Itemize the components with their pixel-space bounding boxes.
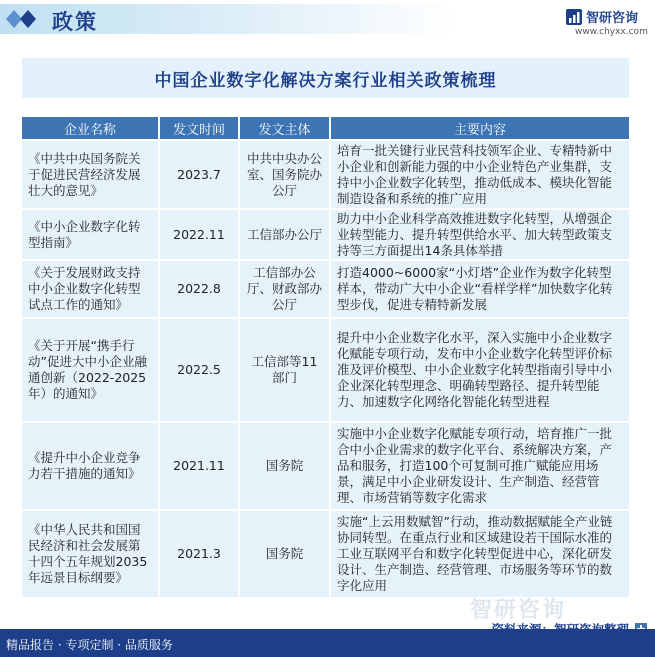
policy-issuer: 工信部办公厅、财政部办公厅 [240, 261, 331, 317]
policy-content: 培育一批关键行业民营科技领军企业、专精特新中小企业和创新能力强的中小企业特色产业集群，支持中小企业数字化转型，推动低成本、模块化智能制造设备和系统的推广应用 [331, 141, 629, 208]
column-header-issuer: 发文主体 [240, 117, 331, 139]
policy-name: 《关于开展“携手行动”促进大中小企业融通创新（2022-2025年）的通知》 [22, 319, 160, 421]
policy-date: 2023.7 [160, 141, 240, 208]
policy-date: 2021.3 [160, 511, 240, 597]
table-row [22, 511, 629, 597]
table-row [22, 423, 629, 509]
page-footer [0, 629, 655, 657]
policy-name: 《中共中央国务院关于促进民营经济发展壮大的意见》 [22, 141, 160, 208]
page-header [0, 0, 655, 40]
logo-url: www.chyxx.com [575, 27, 648, 37]
policy-content: 实施中小企业数字化赋能专项行动，培育推广一批合中小企业需求的数字化平台、系统解决方案，产品和服务，打造100个可复制可推广赋能应用场景，满足中小企业研发设计、生产制造、经营管理、市场营销等数字化需求 [331, 423, 629, 509]
policy-date: 2021.11 [160, 423, 240, 509]
policy-name: 《中小企业数字化转型指南》 [22, 210, 160, 259]
section-title: 政策 [52, 9, 98, 34]
table-title-bar [22, 58, 629, 98]
policy-date: 2022.11 [160, 210, 240, 259]
policy-content: 助力中小企业科学高效推进数字化转型，从增强企业转型能力、提升转型供给水平、加大转型政策支持等三方面提出14条具体举措 [331, 210, 629, 259]
policy-table [22, 115, 629, 599]
logo-icon [565, 8, 583, 26]
table-row [22, 319, 629, 421]
table-row [22, 210, 629, 259]
policy-issuer: 国务院 [240, 511, 331, 597]
policy-content: 打造4000~6000家“小灯塔”企业作为数字化转型样本，带动广大中小企业“看样学样”加快数字化转型步伐，促进专精特新发展 [331, 261, 629, 317]
column-header-name: 企业名称 [22, 117, 160, 139]
diamond-icon [6, 9, 42, 29]
table-header-row [22, 117, 629, 139]
column-header-date: 发文时间 [160, 117, 240, 139]
policy-issuer: 工信部办公厅 [240, 210, 331, 259]
table-row [22, 261, 629, 317]
policy-content: 实施“上云用数赋智”行动，推动数据赋能全产业链协同转型。在重点行业和区域建设若干国际水准的工业互联网平台和数字化转型促进中心，深化研发设计、生产制造、经营管理、市场服务等环节的数字化应用 [331, 511, 629, 597]
policy-content: 提升中小企业数字化水平，深入实施中小企业数字化赋能专项行动，发布中小企业数字化转型评价标准及评价模型、中小企业数字化转型指南引导中小企业深化转型理念、明确转型路径、提升转型能力、加速数字化网络化智能化转型进程 [331, 319, 629, 421]
policy-date: 2022.8 [160, 261, 240, 317]
policy-name: 《提升中小企业竞争力若干措施的通知》 [22, 423, 160, 509]
table-row [22, 141, 629, 208]
policy-issuer: 国务院 [240, 423, 331, 509]
column-header-content: 主要内容 [331, 117, 629, 139]
policy-date: 2022.5 [160, 319, 240, 421]
footer-tagline: 精品报告 · 专项定制 · 品质服务 [6, 638, 173, 652]
table-title: 中国企业数字化解决方案行业相关政策梳理 [154, 70, 497, 91]
policy-name: 《关于发展财政支持中小企业数字化转型试点工作的通知》 [22, 261, 160, 317]
logo-name: 智研咨询 [586, 11, 639, 26]
policy-name: 《中华人民共和国国民经济和社会发展第十四个五年规划2035年远景目标纲要》 [22, 511, 160, 597]
watermark: 智研咨询 [470, 598, 567, 623]
policy-issuer: 工信部等11部门 [240, 319, 331, 421]
policy-issuer: 中共中央办公室、国务院办公厅 [240, 141, 331, 208]
